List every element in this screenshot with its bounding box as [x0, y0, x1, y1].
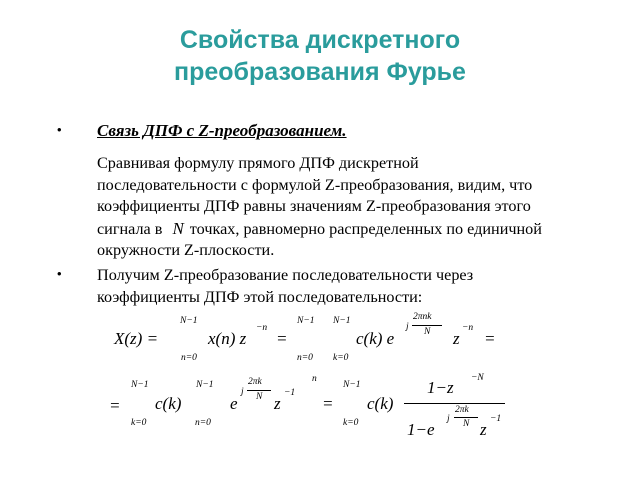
formula-exp-j-2: j [241, 387, 244, 397]
formula-eq-4: = [322, 394, 334, 413]
paragraph-1-line-1: Сравнивая формулу прямого ДПФ дискретной [97, 154, 419, 172]
formula-exp-num-2: 2πk [248, 377, 262, 387]
formula-exp-j-1: j [406, 322, 409, 332]
formula-exp-den-1: N [424, 327, 431, 337]
formula-exp-num-1: 2πnk [413, 312, 432, 322]
title-line-1: Свойства дискретного [179, 26, 461, 54]
paragraph-2 [97, 265, 617, 308]
formula-exp-bar-1 [412, 325, 442, 326]
sum-2-upper: N−1 [297, 316, 315, 326]
formula-eq-3: = [109, 396, 121, 415]
formula-term-z-2-exp: −1 [284, 388, 296, 398]
paragraph-1-line-2: последовательности с формулой Z-преобразования, видим, что [97, 175, 533, 194]
section-heading: Связь ДПФ с Z-преобразованием. [97, 121, 347, 140]
fraction-den-exp-den: N [463, 419, 470, 429]
sum-1-lower: n=0 [181, 353, 197, 363]
sum-3-upper: N−1 [333, 316, 351, 326]
sum-4-upper: N−1 [131, 380, 149, 390]
paragraph-1-line-3: коэффициенты ДПФ равны значениям Z-преобразования этого [97, 197, 531, 215]
fraction-numerator: 1−z [427, 378, 454, 397]
formula-term-z: z [453, 329, 460, 348]
paragraph-1 [97, 153, 617, 262]
symbol-n: N [172, 218, 184, 238]
formula-eq-2: = [484, 329, 496, 348]
paragraph-1-line-4-pre: сигнала в [97, 219, 163, 238]
title-line-2: преобразования Фурье [174, 58, 466, 86]
paragraph-1-line-4 [97, 218, 617, 241]
formula-term-cke: c(k) e [356, 329, 395, 348]
sum-6-lower: k=0 [343, 418, 359, 428]
fraction-den-z-exp: −1 [490, 414, 502, 424]
sum-3-lower: k=0 [333, 353, 349, 363]
formula-term-xn-exp: −n [256, 323, 268, 333]
fraction-den-exp-j: j [447, 414, 450, 424]
paragraph-1-line-4-post: точках, равномерно распределенных по единичной [189, 219, 542, 238]
bullet-marker-1: • [57, 122, 62, 137]
formula-term-ck-1: c(k) [155, 394, 182, 413]
paragraph-2-line-2: коэффициенты ДПФ этой последовательности: [97, 287, 423, 306]
bullet-marker-2: • [57, 266, 62, 281]
formula-term-z-2: z [274, 394, 281, 413]
formula-exp-den-2: N [256, 392, 263, 402]
paragraph-2-line-1: Получим Z-преобразование последовательности через [97, 266, 474, 284]
sum-5-lower: n=0 [195, 418, 211, 428]
fraction-bar [404, 403, 505, 404]
fraction-den-exp-bar [454, 417, 478, 418]
slide-title [0, 24, 640, 88]
fraction-den-z: z [480, 420, 487, 439]
formula-term-xn: x(n) z [208, 329, 247, 348]
sum-5-upper: N−1 [196, 380, 214, 390]
formula-lhs: X(z) = [114, 329, 159, 348]
fraction-numerator-exp: −N [471, 373, 484, 383]
fraction-denominator: 1−e [407, 420, 435, 439]
fraction-den-exp-num: 2πk [455, 405, 469, 415]
formula-exp-bar-2 [247, 390, 271, 391]
sum-1-upper: N−1 [180, 316, 198, 326]
formula-term-e: e [230, 394, 238, 413]
formula-eq-1: = [276, 329, 288, 348]
formula-term-ck-2: c(k) [367, 394, 394, 413]
sum-6-upper: N−1 [343, 380, 361, 390]
paragraph-1-line-5: окружности Z-плоскости. [97, 241, 275, 259]
formula-term-z-exp: −n [462, 323, 474, 333]
sum-4-lower: k=0 [131, 418, 147, 428]
sum-2-lower: n=0 [297, 353, 313, 363]
formula-stray-n: n [312, 374, 317, 384]
